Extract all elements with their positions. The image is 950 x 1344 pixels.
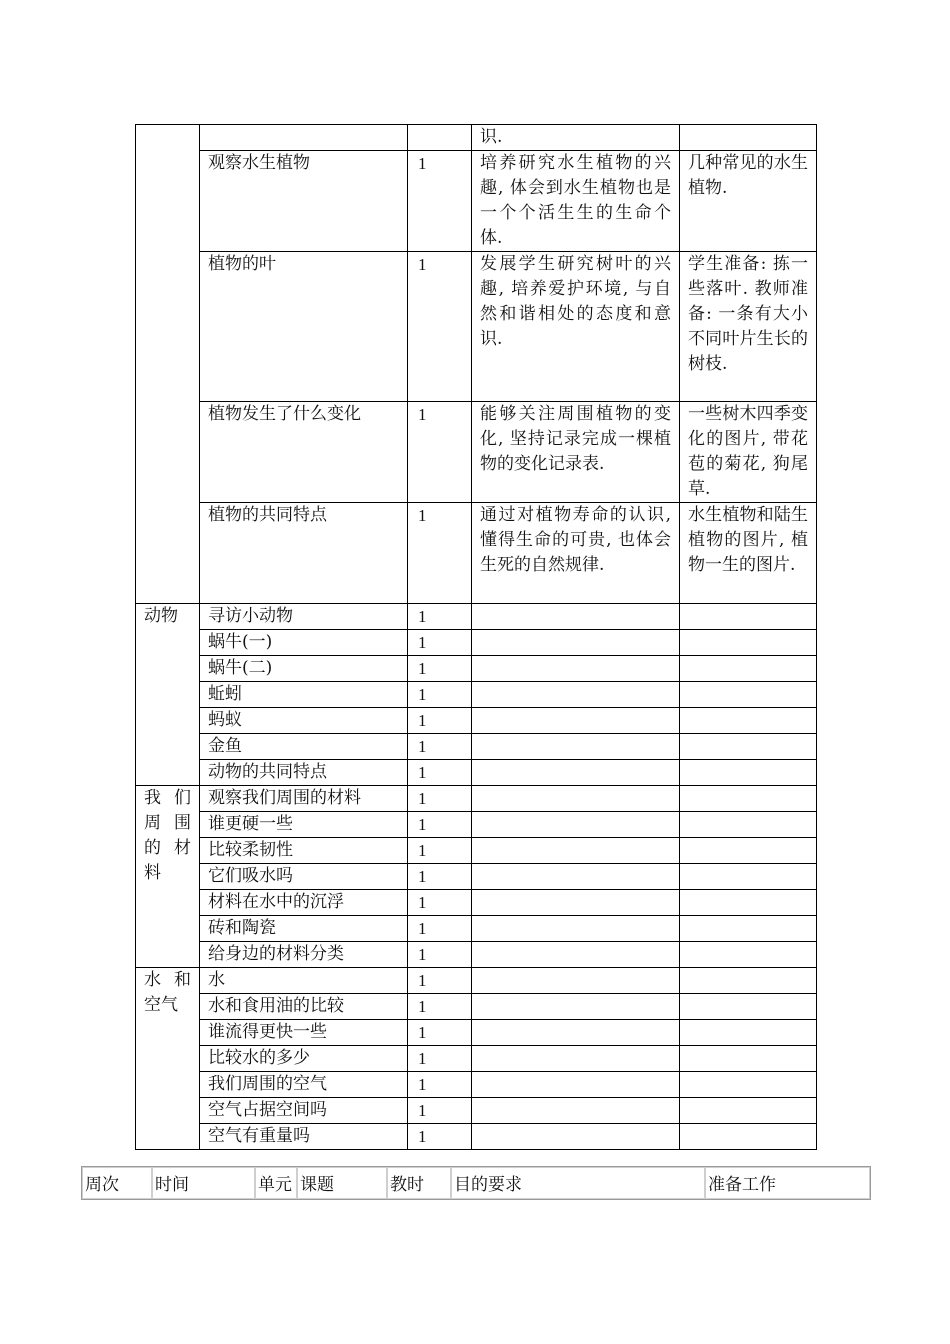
hours-cell: 1 [408,708,472,734]
header-hours: 教时 [387,1167,451,1199]
prep-cell [680,968,817,994]
header-prep: 准备工作 [705,1167,870,1199]
lesson-cell: 空气有重量吗 [200,1124,408,1150]
hours-cell: 1 [408,151,472,252]
prep-cell [680,812,817,838]
lesson-cell: 植物的共同特点 [200,503,408,604]
hours-cell: 1 [408,1098,472,1124]
hours-cell: 1 [408,604,472,630]
goal-cell [472,604,680,630]
hours-cell: 1 [408,1124,472,1150]
hours-cell: 1 [408,252,472,402]
prep-cell [680,734,817,760]
lesson-cell: 砖和陶瓷 [200,916,408,942]
goal-cell [472,994,680,1020]
table-row [136,994,817,1020]
table-row [136,942,817,968]
table-row [136,864,817,890]
prep-cell [680,125,817,151]
prep-cell [680,864,817,890]
goal-cell [472,1046,680,1072]
goal-cell [472,760,680,786]
lesson-cell: 它们吸水吗 [200,864,408,890]
table-row [136,1020,817,1046]
header-row [82,1167,870,1199]
schedule-header-table [81,1166,871,1200]
goal-cell [472,1072,680,1098]
lesson-cell: 观察我们周围的材料 [200,786,408,812]
unit-name-cell: 水和空气 [136,968,200,1150]
prep-cell [680,1124,817,1150]
table-row [136,604,817,630]
lesson-cell: 蜗牛(二) [200,656,408,682]
table-row [136,1046,817,1072]
lesson-cell: 谁更硬一些 [200,812,408,838]
goal-cell [472,916,680,942]
hours-cell: 1 [408,682,472,708]
table-row [136,503,817,604]
prep-cell [680,890,817,916]
hours-cell: 1 [408,503,472,604]
lesson-cell: 谁流得更快一些 [200,1020,408,1046]
lesson-cell: 蚂蚁 [200,708,408,734]
table-row [136,916,817,942]
hours-cell: 1 [408,656,472,682]
table-row [136,786,817,812]
hours-cell: 1 [408,812,472,838]
prep-cell [680,838,817,864]
table-row [136,656,817,682]
hours-cell: 1 [408,786,472,812]
table-row [136,760,817,786]
table-row [136,812,817,838]
goal-cell [472,682,680,708]
prep-cell [680,1046,817,1072]
hours-cell: 1 [408,994,472,1020]
goal-cell [472,838,680,864]
prep-cell [680,682,817,708]
prep-cell [680,994,817,1020]
prep-cell: 几种常见的水生植物. [680,151,817,252]
hours-cell: 1 [408,890,472,916]
unit-cell [136,125,200,604]
header-time: 时间 [152,1167,255,1199]
lesson-cell [200,125,408,151]
lesson-cell: 我们周围的空气 [200,1072,408,1098]
hours-cell: 1 [408,734,472,760]
hours-cell: 1 [408,838,472,864]
prep-cell [680,786,817,812]
prep-cell [680,630,817,656]
hours-cell: 1 [408,916,472,942]
table-row [136,1124,817,1150]
prep-cell [680,916,817,942]
goal-cell: 识. [472,125,680,151]
goal-cell [472,708,680,734]
unit-name-cell: 我们周围的材料 [136,786,200,968]
table-row [136,402,817,503]
goal-cell [472,630,680,656]
goal-cell [472,1098,680,1124]
hours-cell: 1 [408,1072,472,1098]
lesson-cell: 比较柔韧性 [200,838,408,864]
goal-cell [472,734,680,760]
lesson-cell: 水 [200,968,408,994]
lesson-cell: 观察水生植物 [200,151,408,252]
prep-cell [680,1098,817,1124]
lesson-cell: 比较水的多少 [200,1046,408,1072]
goal-cell: 培养研究水生植物的兴趣, 体会到水生植物也是一个个活生生的生命个体. [472,151,680,252]
lesson-cell: 水和食用油的比较 [200,994,408,1020]
hours-cell: 1 [408,402,472,503]
lesson-cell: 材料在水中的沉浮 [200,890,408,916]
table-row [136,968,817,994]
goal-cell [472,656,680,682]
goal-cell [472,890,680,916]
goal-cell [472,968,680,994]
lesson-cell: 金鱼 [200,734,408,760]
unit-name-cell: 动物 [136,604,200,786]
prep-cell [680,1072,817,1098]
goal-cell [472,864,680,890]
table-row [136,890,817,916]
lesson-cell: 空气占据空间吗 [200,1098,408,1124]
hours-cell: 1 [408,1046,472,1072]
table-row [136,838,817,864]
lesson-cell: 植物发生了什么变化 [200,402,408,503]
table-row [136,1072,817,1098]
lesson-cell: 蚯蚓 [200,682,408,708]
hours-cell [408,125,472,151]
lesson-cell: 动物的共同特点 [200,760,408,786]
prep-cell [680,942,817,968]
goal-cell [472,812,680,838]
table-row [136,252,817,402]
goal-cell [472,942,680,968]
prep-cell: 水生植物和陆生植物的图片, 植物一生的图片. [680,503,817,604]
prep-cell: 一些树木四季变化的图片, 带花苞的菊花, 狗尾草. [680,402,817,503]
table-row [136,708,817,734]
header-goal: 目的要求 [451,1167,705,1199]
lesson-cell: 寻访小动物 [200,604,408,630]
table-row [136,734,817,760]
hours-cell: 1 [408,1020,472,1046]
hours-cell: 1 [408,760,472,786]
table-row [136,125,817,151]
goal-cell [472,786,680,812]
goal-cell: 通过对植物寿命的认识, 懂得生命的可贵, 也体会生死的自然规律. [472,503,680,604]
lesson-plan-table [135,124,817,1150]
prep-cell [680,1020,817,1046]
hours-cell: 1 [408,630,472,656]
prep-cell [680,656,817,682]
prep-cell: 学生准备: 拣一些落叶. 教师准备: 一条有大小不同叶片生长的树枝. [680,252,817,402]
lesson-cell: 植物的叶 [200,252,408,402]
header-unit: 单元 [255,1167,297,1199]
table-row [136,682,817,708]
prep-cell [680,708,817,734]
lesson-cell: 蜗牛(一) [200,630,408,656]
goal-cell [472,1020,680,1046]
header-week: 周次 [82,1167,152,1199]
table-row [136,151,817,252]
goal-cell: 能够关注周围植物的变化, 坚持记录完成一棵植物的变化记录表. [472,402,680,503]
hours-cell: 1 [408,942,472,968]
lesson-cell: 给身边的材料分类 [200,942,408,968]
lesson-plan-body [136,125,817,1150]
prep-cell [680,760,817,786]
hours-cell: 1 [408,968,472,994]
table-row [136,630,817,656]
header-topic: 课题 [297,1167,387,1199]
table-row [136,1098,817,1124]
goal-cell [472,1124,680,1150]
prep-cell [680,604,817,630]
goal-cell: 发展学生研究树叶的兴趣, 培养爱护环境, 与自然和谐相处的态度和意识. [472,252,680,402]
hours-cell: 1 [408,864,472,890]
